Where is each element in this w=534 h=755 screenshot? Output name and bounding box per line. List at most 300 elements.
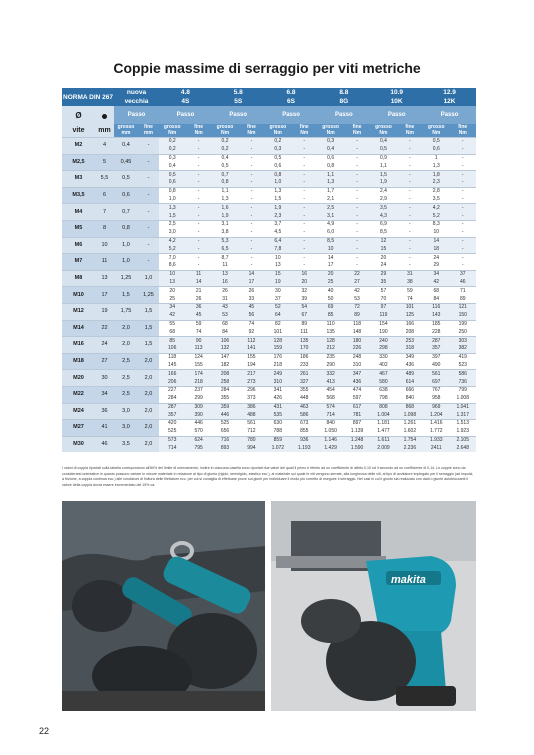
torque-value: -	[291, 229, 317, 237]
torque-value: 357	[159, 411, 185, 419]
screw-size: M24	[62, 403, 95, 420]
torque-value: 630	[265, 420, 291, 428]
torque-value: 64	[265, 312, 291, 320]
torque-value: 1.477	[370, 428, 396, 436]
torque-value: -	[397, 154, 423, 162]
torque-value: -	[238, 179, 264, 187]
torque-value: -	[397, 254, 423, 262]
torque-value: 5,3	[212, 237, 238, 245]
torque-value: 788	[265, 428, 291, 436]
pitch-fine: 2,0	[138, 420, 159, 437]
torque-value: 535	[265, 411, 291, 419]
table-row	[62, 254, 476, 262]
table-row	[62, 320, 476, 328]
screw-size: M6	[62, 237, 95, 254]
pitch-coarse: 2,5	[114, 370, 138, 387]
ratchet-wrench-illustration	[62, 501, 265, 711]
nuova-label: nuova	[114, 88, 159, 97]
torque-value: 27	[344, 279, 370, 287]
torque-value: 38	[397, 279, 423, 287]
table-row	[62, 370, 476, 378]
table-row	[62, 237, 476, 245]
table-row	[62, 303, 476, 311]
torque-value: 174	[185, 370, 211, 378]
torque-value: 0,5	[423, 138, 449, 146]
torque-value: -	[449, 262, 476, 270]
torque-value: 1.429	[317, 444, 343, 452]
torque-col-type: grosso	[322, 124, 339, 130]
screw-size: M8	[62, 270, 95, 287]
torque-value: -	[397, 187, 423, 195]
torque-value: 37	[449, 270, 476, 278]
screw-size: M5	[62, 220, 95, 237]
torque-value: 132	[212, 345, 238, 353]
passo-label-5: Passo	[370, 106, 423, 124]
torque-value: 67	[291, 312, 317, 320]
torque-value: 217	[238, 370, 264, 378]
torque-value: 101	[265, 328, 291, 336]
table-row	[62, 420, 476, 428]
torque-value: 298	[370, 345, 396, 353]
grosso-label: grosso	[117, 124, 135, 130]
torque-value: -	[397, 212, 423, 220]
torque-value: 2,3	[423, 179, 449, 187]
pitch-coarse: 0,8	[114, 220, 138, 237]
torque-value: 1,7	[317, 187, 343, 195]
torque-value: -	[291, 154, 317, 162]
torque-value: 840	[397, 395, 423, 403]
torque-value: -	[397, 196, 423, 204]
pitch-coarse: 0,4	[114, 138, 138, 155]
pitch-fine: -	[138, 204, 159, 221]
torque-value: 463	[291, 403, 317, 411]
torque-value: 0,8	[212, 179, 238, 187]
torque-value: 106	[159, 345, 185, 353]
torque-value: 11	[185, 270, 211, 278]
torque-value: 1.098	[397, 411, 423, 419]
torque-col-header	[449, 124, 476, 138]
torque-value: 212	[317, 345, 343, 353]
torque-value: 147	[212, 353, 238, 361]
torque-value: 8,5	[370, 229, 396, 237]
torque-value: 5,2	[159, 245, 185, 253]
table-row	[62, 204, 476, 212]
torque-value: 155	[238, 353, 264, 361]
screw-size: M10	[62, 287, 95, 304]
torque-value: 159	[265, 345, 291, 353]
torque-value: -	[238, 162, 264, 170]
torque-value: 8,6	[159, 262, 185, 270]
screw-size: M4	[62, 204, 95, 221]
wrench-size: 41	[95, 420, 114, 437]
torque-value: 303	[449, 337, 476, 345]
torque-col-type: grosso	[216, 124, 234, 130]
torque-value: -	[397, 162, 423, 170]
torque-value: 1.004	[370, 411, 396, 419]
wrench-size: 34	[95, 386, 114, 403]
table-row	[62, 337, 476, 345]
photo-impact-driver	[271, 501, 476, 711]
torque-value: 1,0	[159, 196, 185, 204]
torque-value: 386	[238, 403, 264, 411]
torque-value: 1.146	[317, 436, 343, 444]
torque-value: 525	[159, 428, 185, 436]
torque-value: 299	[185, 395, 211, 403]
screw-size: M3	[62, 171, 95, 188]
torque-value: 1,3	[265, 187, 291, 195]
torque-value: 4,2	[423, 204, 449, 212]
torque-col-type: fine	[299, 124, 309, 130]
torque-value: -	[449, 171, 476, 179]
torque-value: -	[449, 204, 476, 212]
torque-value: 40	[317, 287, 343, 295]
torque-value: 586	[291, 411, 317, 419]
torque-value: 13	[265, 262, 291, 270]
torque-value: -	[185, 196, 211, 204]
torque-value: 373	[238, 395, 264, 403]
torque-value: 426	[265, 395, 291, 403]
torque-value: 25	[317, 279, 343, 287]
torque-value: 208	[212, 370, 238, 378]
torque-value: 332	[317, 370, 343, 378]
torque-col-header	[185, 124, 211, 138]
torque-value: 1.933	[423, 436, 449, 444]
torque-value: 39	[291, 295, 317, 303]
torque-value: 994	[238, 444, 264, 452]
torque-value: 14	[317, 254, 343, 262]
torque-value: 92	[238, 328, 264, 336]
torque-value: 118	[344, 320, 370, 328]
torque-value: 0,2	[212, 138, 238, 146]
torque-value: -	[291, 138, 317, 146]
page-title: Coppie massime di serraggio per viti metriche	[113, 60, 421, 76]
torque-value: 8,7	[212, 254, 238, 262]
torque-value: 53	[212, 312, 238, 320]
torque-value: 1,3	[423, 162, 449, 170]
wrench-size: 7	[95, 204, 114, 221]
torque-value: 390	[185, 411, 211, 419]
torque-value: 218	[185, 378, 211, 386]
torque-value: 84	[423, 295, 449, 303]
fine-label: fine	[144, 124, 153, 130]
torque-value: -	[291, 245, 317, 253]
torque-col-unit: Nm	[326, 129, 335, 136]
torque-value: 1,3	[159, 204, 185, 212]
torque-value: -	[344, 229, 370, 237]
torque-value: -	[238, 245, 264, 253]
torque-value: -	[238, 254, 264, 262]
torque-table	[62, 88, 476, 452]
torque-col-unit: Nm	[194, 129, 203, 136]
passo-label-3: Passo	[265, 106, 318, 124]
torque-value: 0,4	[212, 154, 238, 162]
torque-value: 1,9	[212, 212, 238, 220]
class-new-2: 5.8	[212, 88, 265, 97]
torque-value: 1.590	[344, 444, 370, 452]
pitch-coarse: 2,5	[114, 353, 138, 370]
table-row	[62, 287, 476, 295]
torque-value: 29	[423, 262, 449, 270]
torque-value: 781	[344, 411, 370, 419]
torque-value: 0,6	[265, 162, 291, 170]
table-row	[62, 138, 476, 146]
pitch-fine: 1,5	[138, 320, 159, 337]
torque-value: 5,2	[423, 212, 449, 220]
torque-value: 402	[370, 362, 396, 370]
table-row	[62, 386, 476, 394]
torque-value: 0,4	[370, 138, 396, 146]
torque-value: 34	[159, 303, 185, 311]
torque-value: 3,8	[212, 229, 238, 237]
pitch-coarse: 3,0	[114, 403, 138, 420]
torque-value: 795	[185, 444, 211, 452]
torque-value: 166	[397, 320, 423, 328]
torque-value: 8,5	[317, 237, 343, 245]
torque-value: 71	[449, 287, 476, 295]
wrench-size: 17	[95, 287, 114, 304]
torque-value: 1.008	[449, 395, 476, 403]
torque-value: 90	[185, 337, 211, 345]
class-old-5: 10K	[370, 97, 423, 106]
torque-value: 154	[370, 320, 396, 328]
torque-value: -	[344, 254, 370, 262]
torque-value: -	[238, 212, 264, 220]
torque-value: 969	[423, 403, 449, 411]
torque-value: 226	[344, 345, 370, 353]
torque-value: -	[291, 187, 317, 195]
pitch-fine: -	[138, 220, 159, 237]
pitch-fine: -	[138, 171, 159, 188]
torque-value: 15	[265, 270, 291, 278]
mm-header: mm	[95, 124, 114, 138]
torque-value: 233	[291, 362, 317, 370]
torque-value: 1,8	[423, 171, 449, 179]
torque-value: 7,8	[265, 245, 291, 253]
torque-value: 2,1	[317, 196, 343, 204]
torque-value: 0,5	[265, 154, 291, 162]
torque-value: 290	[317, 362, 343, 370]
torque-value: 118	[159, 353, 185, 361]
torque-col-header	[265, 124, 291, 138]
torque-value: 1,9	[265, 204, 291, 212]
torque-value: -	[449, 229, 476, 237]
torque-value: 26	[238, 287, 264, 295]
torque-value: 3,0	[159, 229, 185, 237]
torque-value: 24	[370, 262, 396, 270]
torque-value: -	[291, 262, 317, 270]
torque-value: 0,3	[317, 138, 343, 146]
screw-size: M2	[62, 138, 95, 155]
torque-value: 347	[344, 370, 370, 378]
torque-value: 170	[291, 345, 317, 353]
torque-value: 54	[291, 303, 317, 311]
torque-value: -	[291, 220, 317, 228]
torque-value: 780	[238, 436, 264, 444]
torque-value: 68	[423, 287, 449, 295]
torque-value: 586	[449, 370, 476, 378]
torque-value: 20	[317, 270, 343, 278]
torque-value: 454	[317, 386, 343, 394]
torque-value: 1,1	[317, 171, 343, 179]
torque-value: -	[449, 154, 476, 162]
torque-value: -	[449, 254, 476, 262]
torque-value: 840	[317, 420, 343, 428]
torque-value: 327	[291, 378, 317, 386]
torque-value: -	[344, 262, 370, 270]
torque-value: 799	[449, 386, 476, 394]
pitch-fine: 2,0	[138, 386, 159, 403]
torque-value: 446	[185, 420, 211, 428]
torque-value: 413	[317, 378, 343, 386]
torque-value: 1,3	[317, 179, 343, 187]
torque-value: 0,7	[212, 171, 238, 179]
torque-value: 166	[159, 370, 185, 378]
torque-value: 1,6	[212, 204, 238, 212]
torque-value: 1.513	[449, 420, 476, 428]
torque-value: 6,0	[317, 229, 343, 237]
torque-value: 258	[212, 378, 238, 386]
torque-value: 10	[423, 229, 449, 237]
norma-label: NORMA DIN 267	[62, 88, 114, 106]
pitch-coarse: 0,5	[114, 171, 138, 188]
screw-size: M18	[62, 353, 95, 370]
wrench-size: 11	[95, 254, 114, 271]
torque-value: 106	[212, 337, 238, 345]
pitch-coarse: 1,0	[114, 237, 138, 254]
torque-value: 31	[212, 295, 238, 303]
photo-ratchet-wrench	[62, 501, 265, 711]
wrench-size: 19	[95, 303, 114, 320]
torque-col-type: grosso	[427, 124, 445, 130]
torque-value: 2,5	[159, 220, 185, 228]
torque-value: -	[185, 254, 211, 262]
torque-value: 355	[291, 386, 317, 394]
torque-col-unit: Nm	[379, 129, 388, 136]
torque-col-header	[397, 124, 423, 138]
torque-value: 1.041	[449, 403, 476, 411]
torque-value: -	[238, 237, 264, 245]
torque-value: 235	[317, 353, 343, 361]
torque-value: -	[185, 171, 211, 179]
torque-value: 135	[291, 337, 317, 345]
torque-value: 0,2	[159, 138, 185, 146]
torque-value: 3,5	[370, 204, 396, 212]
torque-value: 1.611	[370, 436, 396, 444]
torque-value: -	[185, 162, 211, 170]
torque-value: -	[449, 146, 476, 154]
torque-value: 624	[185, 436, 211, 444]
torque-value: -	[449, 138, 476, 146]
torque-value: 206	[159, 378, 185, 386]
torque-value: -	[344, 179, 370, 187]
torque-value: 208	[397, 328, 423, 336]
pitch-coarse: 1,5	[114, 287, 138, 304]
table-row	[62, 353, 476, 361]
passo-label-4: Passo	[317, 106, 370, 124]
torque-value: 25	[159, 295, 185, 303]
torque-value: 199	[449, 320, 476, 328]
passo-grosso-header	[114, 124, 138, 138]
torque-value: -	[344, 204, 370, 212]
torque-value: 638	[370, 386, 396, 394]
torque-value: 176	[265, 353, 291, 361]
torque-value: 0,3	[265, 146, 291, 154]
torque-value: 2.648	[449, 444, 476, 452]
pitch-fine: -	[138, 254, 159, 271]
wrench-size: 6	[95, 187, 114, 204]
torque-col-type: fine	[405, 124, 415, 130]
screw-size: M7	[62, 254, 95, 271]
torque-value: 0,8	[265, 171, 291, 179]
torque-value: -	[344, 154, 370, 162]
wrench-size: 4	[95, 138, 114, 155]
torque-value: 467	[370, 370, 396, 378]
torque-value: 13	[159, 279, 185, 287]
torque-value: 82	[265, 320, 291, 328]
makita-logo: makita	[391, 574, 426, 586]
torque-value: -	[344, 237, 370, 245]
torque-value: 525	[212, 420, 238, 428]
torque-col-type: grosso	[375, 124, 392, 130]
torque-value: -	[185, 179, 211, 187]
wrench-size: 5	[95, 154, 114, 171]
torque-value: 128	[265, 337, 291, 345]
torque-value: 10	[317, 245, 343, 253]
torque-value: 0,6	[423, 146, 449, 154]
torque-value: 310	[265, 378, 291, 386]
torque-col-unit: Nm	[405, 129, 414, 136]
torque-value: 349	[397, 353, 423, 361]
class-new-1: 4.8	[159, 88, 212, 97]
torque-value: 155	[185, 362, 211, 370]
torque-value: 1,5	[265, 196, 291, 204]
torque-value: 1.050	[317, 428, 343, 436]
torque-value: 72	[344, 303, 370, 311]
torque-value: 355	[212, 395, 238, 403]
torque-value: 341	[265, 386, 291, 394]
torque-value: 859	[265, 436, 291, 444]
torque-value: 697	[423, 378, 449, 386]
pitch-fine: 1,25	[138, 287, 159, 304]
torque-value: 2,9	[370, 196, 396, 204]
torque-value: 186	[291, 353, 317, 361]
torque-value: 74	[238, 320, 264, 328]
torque-value: 218	[265, 362, 291, 370]
torque-value: 56	[238, 312, 264, 320]
class-old-4: 8G	[317, 97, 370, 106]
class-old-1: 4S	[159, 97, 212, 106]
class-old-6: 12K	[423, 97, 476, 106]
torque-value: 16	[291, 270, 317, 278]
torque-value: 19	[265, 279, 291, 287]
torque-value: 148	[344, 328, 370, 336]
pitch-fine: -	[138, 154, 159, 171]
torque-value: 6,4	[265, 237, 291, 245]
torque-value: 2.009	[370, 444, 396, 452]
screw-size: M27	[62, 420, 95, 437]
torque-value: 15	[370, 245, 396, 253]
torque-value: 936	[291, 436, 317, 444]
torque-value: -	[397, 138, 423, 146]
torque-value: -	[185, 262, 211, 270]
torque-value: 1.261	[397, 420, 423, 428]
torque-value: 897	[344, 420, 370, 428]
torque-value: 330	[370, 353, 396, 361]
torque-value: -	[344, 245, 370, 253]
torque-value: 489	[397, 370, 423, 378]
torque-value: 32	[291, 287, 317, 295]
pitch-fine: 1,5	[138, 337, 159, 354]
